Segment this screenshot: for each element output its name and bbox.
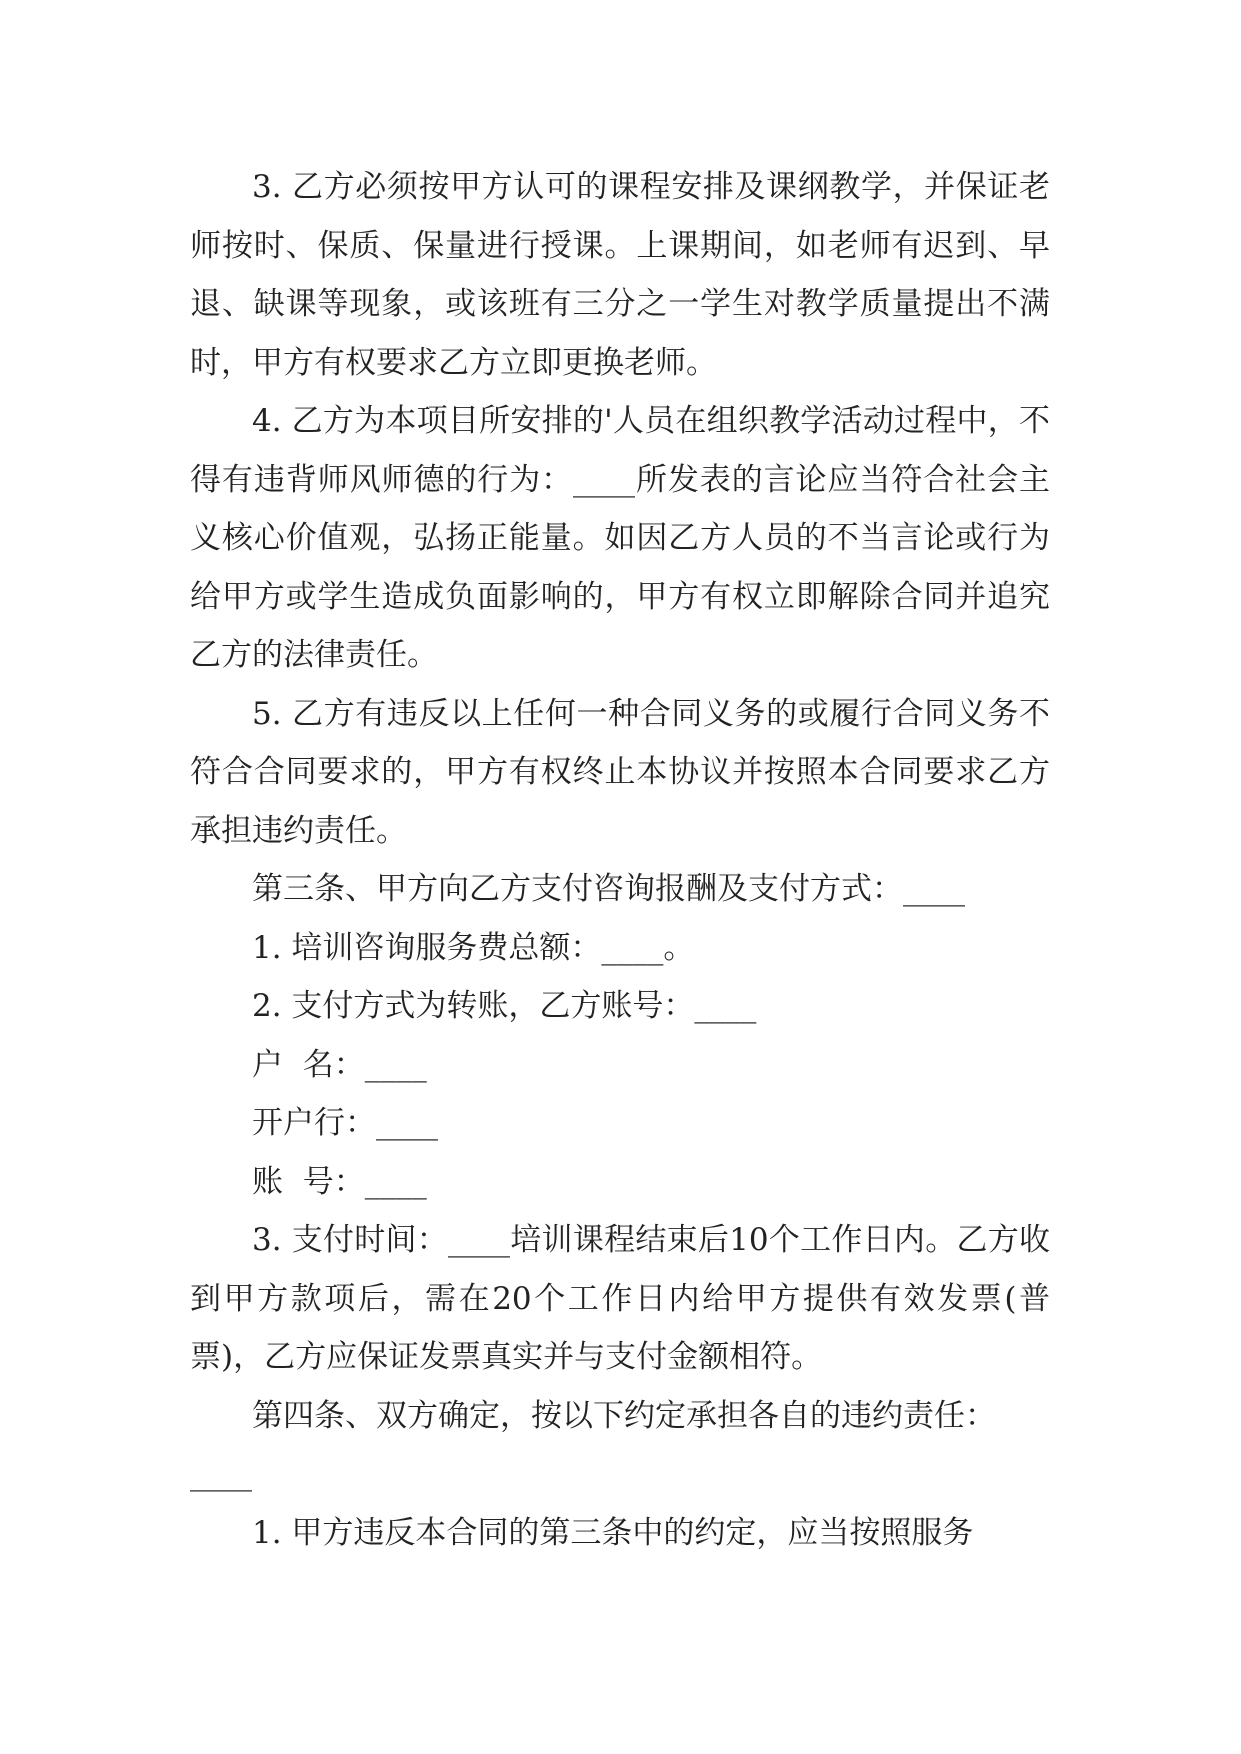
clause-4-paragraph: 4. 乙方为本项目所安排的'人员在组织教学活动过程中，不得有违背师风师德的行为：____所发表的言论应当符合社会主义核心价值观，弘扬正能量。如因乙方人员的不当言论或行为给甲方或学生造成负面影响的，甲方有权立即解除合同并追究乙方的法律责任。	[190, 403, 1050, 673]
article-4-heading: 第四条、双方确定，按以下约定承担各自的违约责任：	[252, 1397, 996, 1434]
payment-method-line: 2. 支付方式为转账，乙方账号：____	[252, 988, 757, 1024]
clause-5-paragraph: 5. 乙方有违反以上任何一种合同义务的或履行合同义务不符合合同要求的，甲方有权终止本协议并按照本合同要求乙方承担违约责任。	[190, 695, 1050, 849]
article-3-heading: 第三条、甲方向乙方支付咨询报酬及支付方式：____	[252, 871, 965, 907]
fee-total-line: 1. 培训咨询服务费总额：____。	[252, 929, 695, 966]
account-number-line: 账 号：____	[252, 1163, 427, 1200]
bank-line: 开户行：____	[252, 1105, 438, 1141]
payment-time-paragraph: 3. 支付时间：____培训课程结束后10个工作日内。乙方收到甲方款项后，需在20个工作日内给甲方提供有效发票(普票)，乙方应保证发票真实并与支付金额相符。	[190, 1222, 1050, 1375]
account-name-line: 户 名：____	[252, 1046, 427, 1083]
article-4-blank: ____	[190, 1456, 252, 1492]
breach-clause-1: 1. 甲方违反本合同的第三条中的约定，应当按照服务	[252, 1514, 974, 1551]
document-body	[190, 158, 1050, 1562]
clause-3-paragraph: 3. 乙方必须按甲方认可的课程安排及课纲教学，并保证老师按时、保质、保量进行授课。上课期间，如老师有迟到、早退、缺课等现象，或该班有三分之一学生对教学质量提出不满时，甲方有权要求乙方立即更换老师。	[190, 169, 1050, 381]
